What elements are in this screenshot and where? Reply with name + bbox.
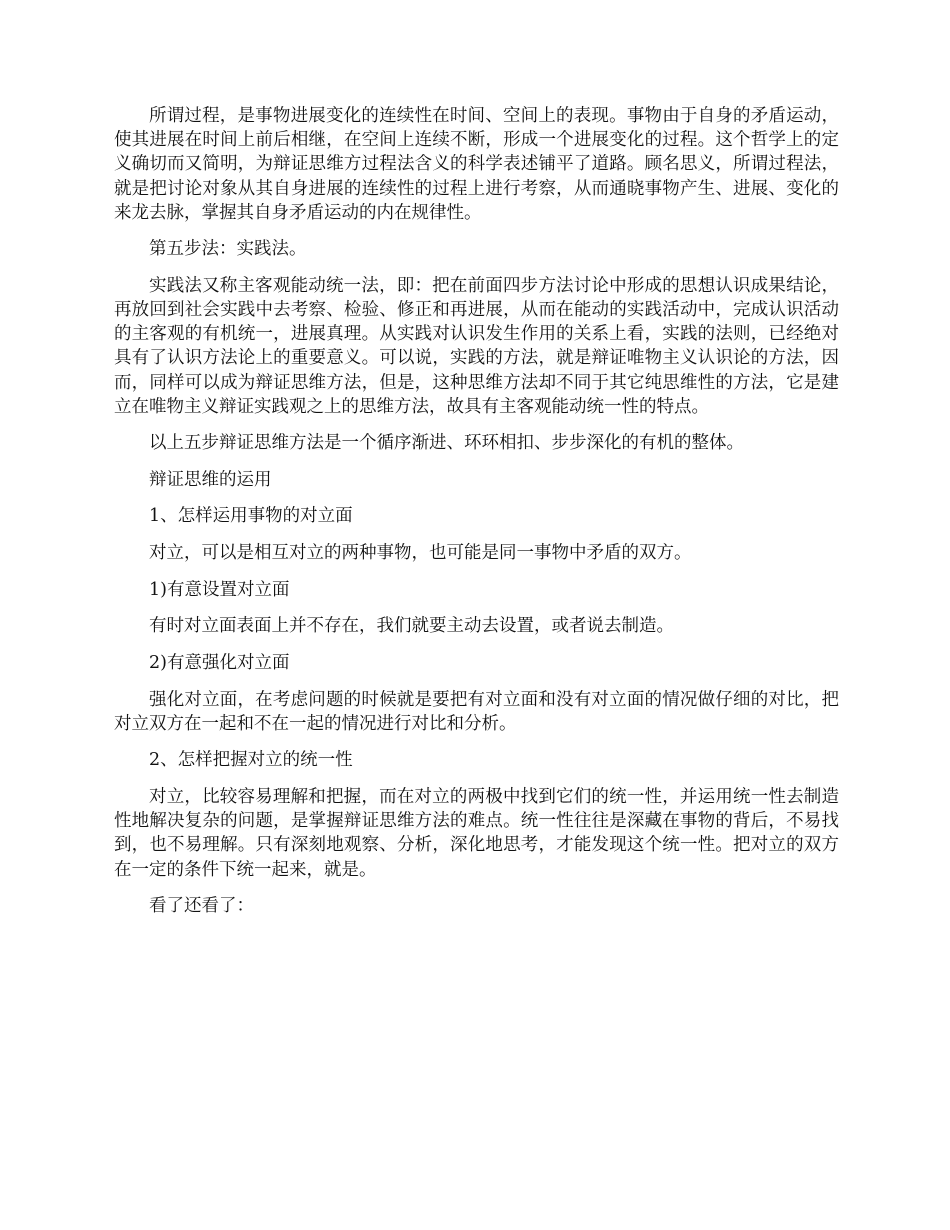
paragraph-grasp-unity: 对立，比较容易理解和把握，而在对立的两极中找到它们的统一性，并运用统一性去制造性地解决复杂的问题，是掌握辩证思维方法的难点。统一性往往是深藏在事物的背后，不易找到，也不易理解。只有深刻地观察、分析，深化地思考，才能发现这个统一性。把对立的双方在一定的条件下统一起来，就是。 — [114, 786, 839, 880]
heading-strengthen-opposites: 2)有意强化对立面 — [149, 653, 290, 674]
paragraph-see-also: 看了还看了： — [149, 895, 254, 916]
paragraph-opposition-definition: 对立，可以是相互对立的两种事物，也可能是同一事物中矛盾的双方。 — [149, 543, 692, 564]
paragraph-five-steps-summary: 以上五步辩证思维方法是一个循序渐进、环环相扣、步步深化的有机的整体。 — [149, 432, 744, 453]
paragraph-strengthen-opposites: 强化对立面，在考虑问题的时候就是要把有对立面和没有对立面的情况做仔细的对比，把对立双方在一起和不在一起的情况进行对比和分析。 — [114, 689, 839, 735]
heading-dialectical-application: 辩证思维的运用 — [149, 469, 272, 490]
paragraph-process-definition: 所谓过程，是事物进展变化的连续性在时间、空间上的表现。事物由于自身的矛盾运动，使其进展在时间上前后相继，在空间上连续不断，形成一个进展变化的过程。这个哲学上的定义确切而又简明，为辩证思维方过程法含义的科学表述铺平了道路。顾名思义，所谓过程法，就是把讨论对象从其自身进展的连续性的过程上进行考察，从而通晓事物产生、进展、变化的来龙去脉，掌握其自身矛盾运动的内在规律性。 — [114, 106, 839, 223]
heading-grasp-unity: 2、怎样把握对立的统一性 — [149, 750, 353, 771]
paragraph-practice-method: 实践法又称主客观能动统一法，即：把在前面四步方法讨论中形成的思想认识成果结论，再放回到社会实践中去考察、检验、修正和再进展，从而在能动的实践活动中，完成认识活动的主客观的有机统一，进展真理。从实践对认识发生作用的关系上看，实践的法则，已经绝对具有了认识方法论上的重要意义。可以说，实践的方法，就是辩证唯物主义认识论的方法，因而，同样可以成为辩证思维方法，但是，这种思维方法却不同于其它纯思维性的方法，它是建立在唯物主义辩证实践观之上的思维方法，故具有主客观能动统一性的特点。 — [114, 275, 839, 417]
paragraph-set-opposites: 有时对立面表面上并不存在，我们就要主动去设置，或者说去制造。 — [149, 616, 674, 637]
paragraph-step-five: 第五步法：实践法。 — [149, 239, 307, 260]
heading-set-opposites: 1)有意设置对立面 — [149, 579, 290, 600]
heading-use-opposites: 1、怎样运用事物的对立面 — [149, 506, 353, 527]
